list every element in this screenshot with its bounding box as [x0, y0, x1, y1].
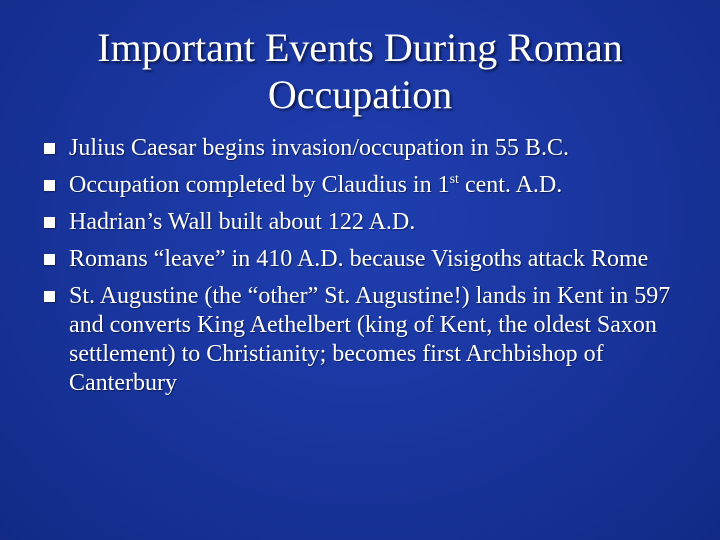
- bullet-item: [44, 208, 694, 237]
- bullet-text: Romans “leave” in 410 A.D. because Visigoths attack Rome: [69, 246, 649, 272]
- bullet-item: [44, 282, 694, 398]
- square-bullet-icon: [44, 217, 55, 228]
- bullet-text: [69, 172, 562, 198]
- bullet-text-part: Occupation completed by Claudius in 1: [69, 172, 450, 198]
- slide-title: [40, 24, 680, 118]
- bullet-item: [44, 134, 694, 163]
- square-bullet-icon: [44, 254, 55, 265]
- slide-title-line-1: Important Events During Roman: [97, 25, 623, 70]
- bullet-text-superscript: st: [449, 172, 459, 187]
- bullet-text: Hadrian’s Wall built about 122 A.D.: [69, 209, 416, 235]
- slide-title-line-2: Occupation: [267, 72, 453, 117]
- square-bullet-icon: [44, 291, 55, 302]
- bullet-text-part: cent. A.D.: [458, 172, 563, 198]
- bullet-text: St. Augustine (the “other” St. Augustine!) lands in Kent in 597 and converts King Aethelbert (king of Kent, the oldest Saxon settlement) to Christianity; becomes first Archbishop of Canterbury: [69, 283, 671, 396]
- square-bullet-icon: [44, 143, 55, 154]
- square-bullet-icon: [44, 180, 55, 191]
- bullet-text: Julius Caesar begins invasion/occupation in 55 B.C.: [69, 135, 569, 161]
- bullet-item: [44, 245, 694, 274]
- bullet-list: [44, 134, 694, 406]
- bullet-item: [44, 171, 694, 200]
